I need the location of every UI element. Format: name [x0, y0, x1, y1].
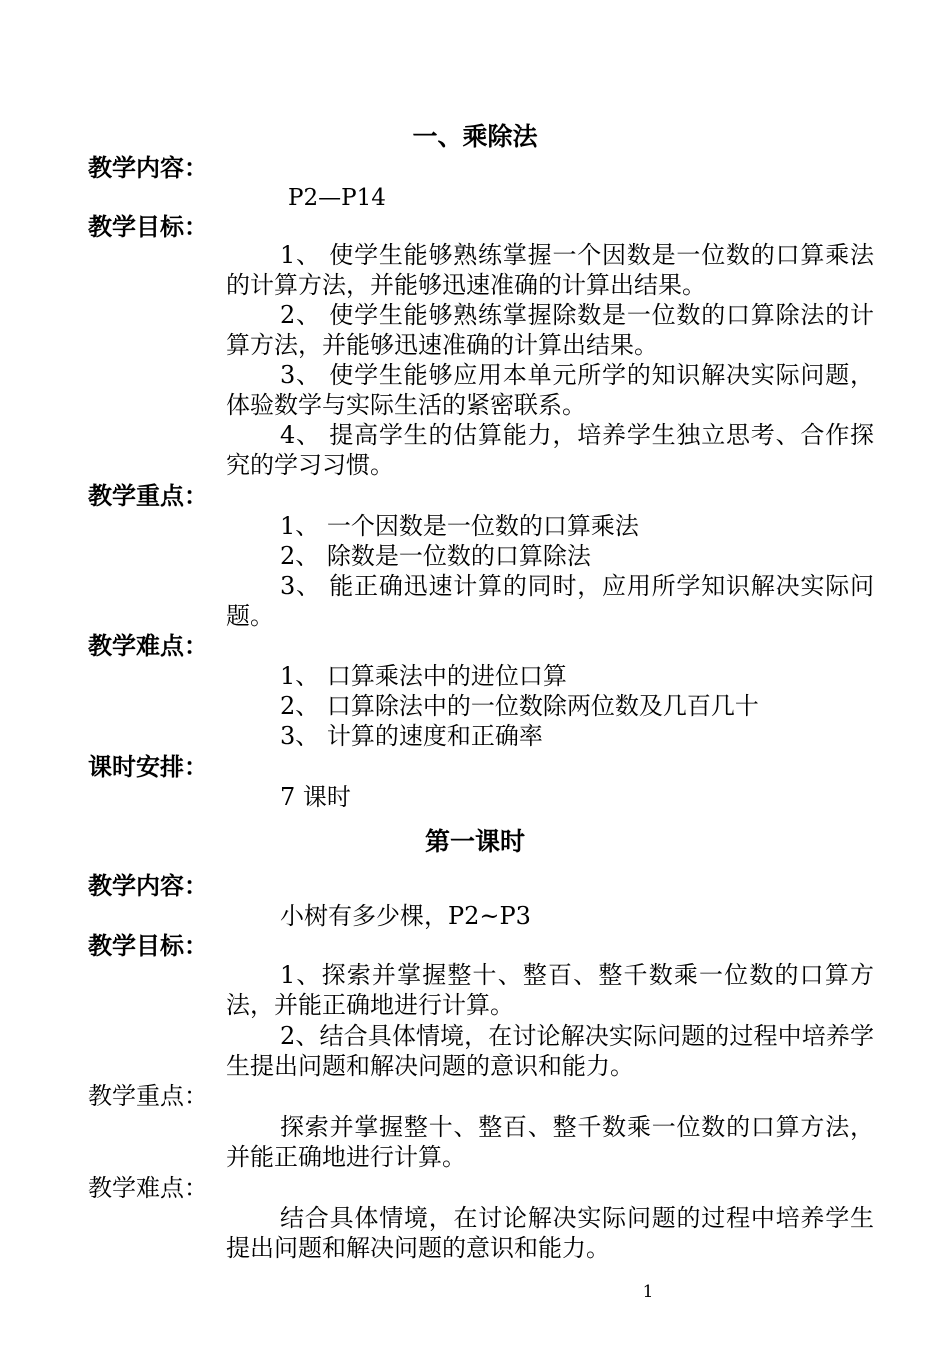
- lesson1-difficulties-text: 结合具体情境，在讨论解决实际问题的过程中培养学生提出问题和解决问题的意识和能力。: [226, 1204, 874, 1262]
- unit-difficulty-3: 3、 计算的速度和正确率: [280, 722, 543, 750]
- unit-objectives-label: 教学目标：: [88, 212, 208, 241]
- unit-objective-2: 2、 使学生能够熟练掌握除数是一位数的口算除法的计算方法，并能够迅速准确的计算出结果。: [226, 301, 874, 359]
- unit-content-label: 教学内容：: [88, 153, 208, 182]
- lesson1-difficulties-label: 教学难点：: [88, 1174, 208, 1202]
- lesson1-key-points-label: 教学重点：: [88, 1082, 208, 1110]
- unit-difficulties-label: 教学难点：: [88, 631, 208, 660]
- unit-title: 一、乘除法: [412, 122, 538, 151]
- lesson1-title: 第一课时: [424, 827, 525, 856]
- lesson1-content-label: 教学内容：: [88, 871, 208, 900]
- unit-key-point-3: 3、 能正确迅速计算的同时，应用所学知识解决实际问题。: [226, 572, 874, 630]
- unit-objective-4: 4、 提高学生的估算能力，培养学生独立思考、合作探究的学习习惯。: [226, 421, 874, 479]
- lesson1-objective-1: 1、探索并掌握整十、整百、整千数乘一位数的口算方法，并能正确地进行计算。: [226, 961, 874, 1019]
- unit-key-points-label: 教学重点：: [88, 481, 208, 510]
- page-number: 1: [642, 1282, 654, 1302]
- unit-schedule-value: 7 课时: [280, 783, 351, 811]
- lesson1-content-value: 小树有多少棵，P2~P3: [280, 902, 531, 930]
- unit-objective-1: 1、 使学生能够熟练掌握一个因数是一位数的口算乘法的计算方法，并能够迅速准确的计算出结果。: [226, 241, 874, 299]
- lesson1-objectives-label: 教学目标：: [88, 931, 208, 960]
- unit-objective-3: 3、 使学生能够应用本单元所学的知识解决实际问题，体验数学与实际生活的紧密联系。: [226, 361, 874, 419]
- unit-key-point-2: 2、 除数是一位数的口算除法: [280, 542, 591, 570]
- unit-content-value: P2—P14: [288, 185, 386, 211]
- lesson1-key-points-text: 探索并掌握整十、整百、整千数乘一位数的口算方法，并能正确地进行计算。: [226, 1113, 874, 1171]
- unit-difficulty-1: 1、 口算乘法中的进位口算: [280, 662, 567, 690]
- unit-difficulty-2: 2、 口算除法中的一位数除两位数及几百几十: [280, 692, 759, 720]
- lesson1-objective-2: 2、结合具体情境，在讨论解决实际问题的过程中培养学生提出问题和解决问题的意识和能力。: [226, 1022, 874, 1080]
- unit-key-point-1: 1、 一个因数是一位数的口算乘法: [280, 512, 639, 540]
- unit-schedule-label: 课时安排：: [88, 752, 208, 781]
